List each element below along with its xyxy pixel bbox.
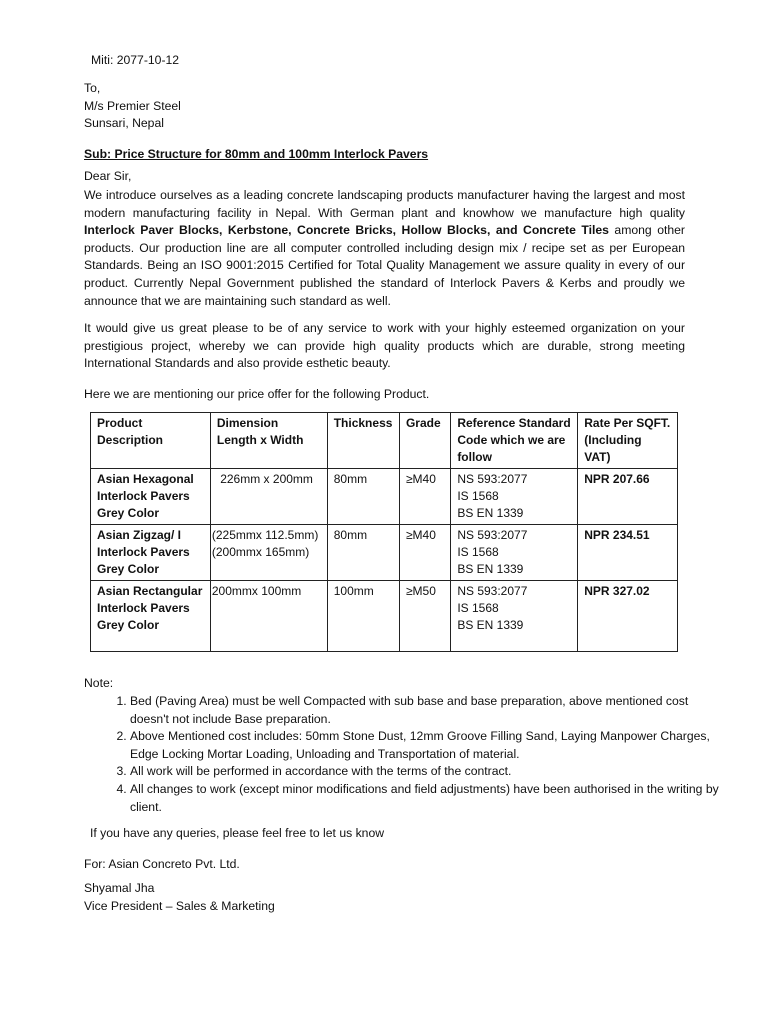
header-rate: Rate Per SQFT. (Including VAT) [578,413,678,469]
list-item: 1. Bed (Paving Area) must be well Compacted with sub base and base preparation, above mentioned cost doesn't not include Base preparation. [130,693,730,728]
service-paragraph: It would give us great please to be of any service to work with your highly esteemed organization on your prestigious project, whereby we can provide high quality products which are durable, strong meeting International Standards and also provide esthetic beauty. [84,321,685,371]
header-thickness: Thickness [327,413,399,469]
cell-reference: NS 593:2077 IS 1568 BS EN 1339 [451,525,578,581]
signatory-title: Vice President – Sales & Marketing [84,898,275,913]
list-item: 4. All changes to work (except minor modifications and field adjustments) have been authorised in the writing by client. [130,781,730,816]
table-header-row [91,413,678,469]
queries-line: If you have any queries, please feel free to let us know [90,826,385,840]
cell-grade: ≥M50 [399,581,450,652]
cell-reference: NS 593:2077 IS 1568 BS EN 1339 [451,581,578,652]
recipient-line: Sunsari, Nepal [84,116,164,131]
header-grade: Grade [399,413,450,469]
cell-dimension: 226mm x 200mm [210,469,327,525]
signatory-name: Shyamal Jha [84,881,155,895]
notes-title: Note: [84,676,114,690]
table-row [91,469,678,525]
header-product: Product Description [91,413,211,469]
intro-paragraph [84,187,685,310]
table-row [91,525,678,581]
notes-list [84,693,730,816]
cell-grade: ≥M40 [399,469,450,525]
letter-date: Miti: 2077-10-12 [91,53,180,67]
table-row [91,581,678,652]
recipient-block [84,80,181,133]
intro-text: We introduce ourselves as a leading concrete landscaping products manufacturer having the largest and most modern manufacturing facility in Nepal. With German plant and knowhow we manufacture high quality [84,188,685,220]
cell-rate: NPR 207.66 [578,469,678,525]
cell-product: Asian Zigzag/ I Interlock Pavers Grey Color [91,525,211,581]
header-reference: Reference Standard Code which we are follow [451,413,578,469]
offer-paragraph: Here we are mentioning our price offer for the following Product. [84,387,430,401]
cell-reference: NS 593:2077 IS 1568 BS EN 1339 [451,469,578,525]
price-table [90,412,678,652]
cell-thickness: 80mm [327,525,399,581]
cell-dimension: 200mmx 100mm [210,581,327,652]
cell-rate: NPR 234.51 [578,525,678,581]
cell-grade: ≥M40 [399,525,450,581]
intro-products-bold: Interlock Paver Blocks, Kerbstone, Concrete Bricks, Hollow Blocks, and Concrete Tiles [84,223,609,238]
header-dimension: Dimension Length x Width [210,413,327,469]
cell-product: Asian Hexagonal Interlock Pavers Grey Color [91,469,211,525]
intro-text-rest: among other products. Our production line are all computer controlled including design mix / recipe set as per European Standards. Being an ISO 9001:2015 Certified for Total Quality Management we assure quality in every of our product. Currently Nepal Government published the standard of Interlock Pavers & Kerbs and proudly we announce that we are maintaining such standard as well. [84,223,685,308]
list-item: 3. All work will be performed in accordance with the terms of the contract. [130,763,730,781]
company-line: For: Asian Concreto Pvt. Ltd. [84,857,240,871]
recipient-line: M/s Premier Steel [84,98,181,113]
cell-thickness: 100mm [327,581,399,652]
cell-product: Asian Rectangular Interlock Pavers Grey Color [91,581,211,652]
cell-rate: NPR 327.02 [578,581,678,652]
cell-thickness: 80mm [327,469,399,525]
cell-dimension: (225mmx 112.5mm) (200mmx 165mm) [210,525,327,581]
recipient-line: To, [84,81,101,95]
signatory-block [84,880,275,915]
subject-line: Sub: Price Structure for 80mm and 100mm Interlock Pavers [84,147,429,161]
list-item: 2. Above Mentioned cost includes: 50mm Stone Dust, 12mm Groove Filling Sand, Laying Manpower Charges, Edge Locking Mortar Loading, Unloading and Transportation of material. [130,728,730,763]
salutation: Dear Sir, [84,169,132,183]
